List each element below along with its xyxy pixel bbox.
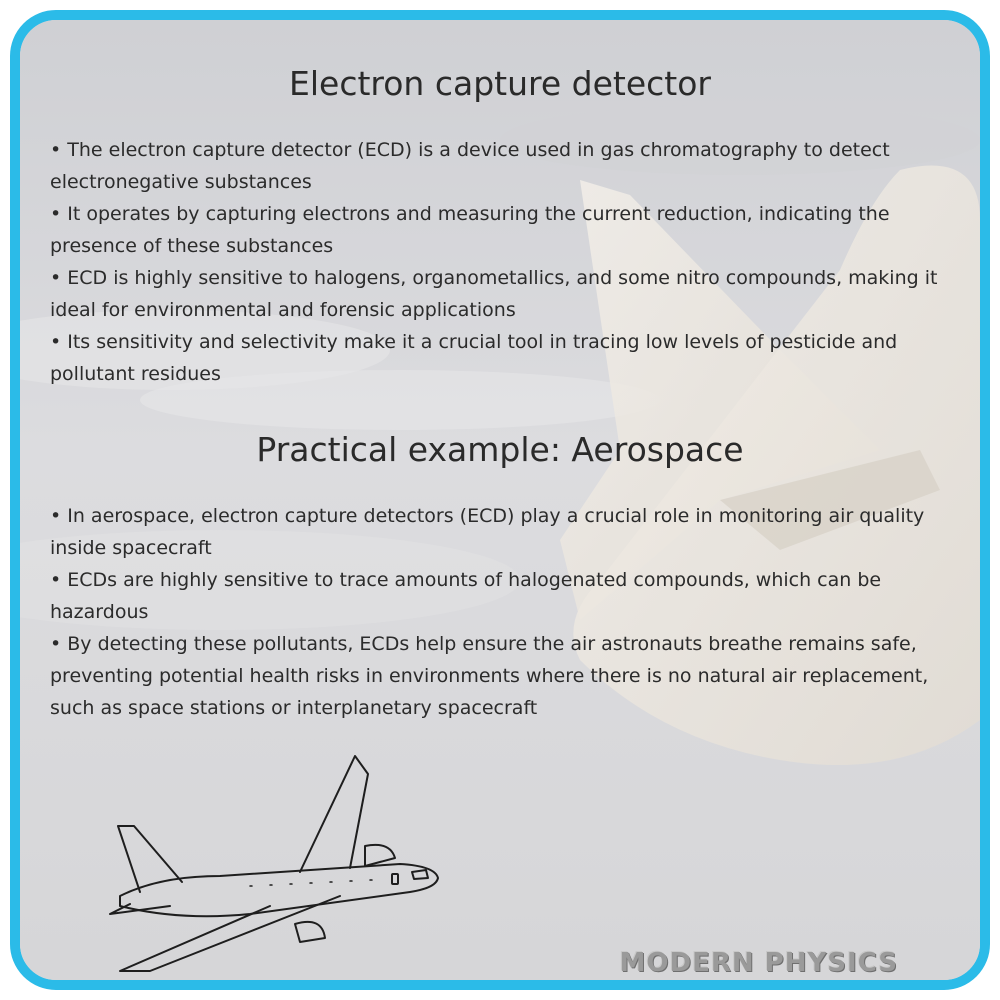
brand-logo: MODERN PHYSICS — [619, 948, 898, 978]
list-item: • The electron capture detector (ECD) is a device used in gas chromatography to detect electronegative substances — [50, 139, 890, 193]
info-card — [10, 10, 990, 990]
list-item: • In aerospace, electron capture detectors (ECD) play a crucial role in monitoring air quality inside spacecraft — [50, 505, 925, 559]
aerospace-bullet-list — [50, 500, 965, 724]
list-item: • ECDs are highly sensitive to trace amounts of halogenated compounds, which can be hazardous — [50, 569, 882, 623]
section-title-aerospace: Practical example: Aerospace — [256, 430, 744, 469]
section-title-ecd: Electron capture detector — [289, 64, 711, 103]
list-item: • It operates by capturing electrons and measuring the current reduction, indicating the presence of these substances — [50, 203, 890, 257]
list-item: • Its sensitivity and selectivity make it a crucial tool in tracing low levels of pesticide and pollutant residues — [50, 331, 898, 385]
list-item: • ECD is highly sensitive to halogens, organometallics, and some nitro compounds, making it ideal for environmental and forensic applications — [50, 267, 938, 321]
ecd-bullet-list — [50, 134, 965, 390]
list-item: • By detecting these pollutants, ECDs help ensure the air astronauts breathe remains safe, preventing potential health risks in environments where there is no natural air replacement, such as space stations or interplanetary spacecraft — [50, 633, 929, 719]
airplane-sketch-icon — [100, 746, 440, 976]
